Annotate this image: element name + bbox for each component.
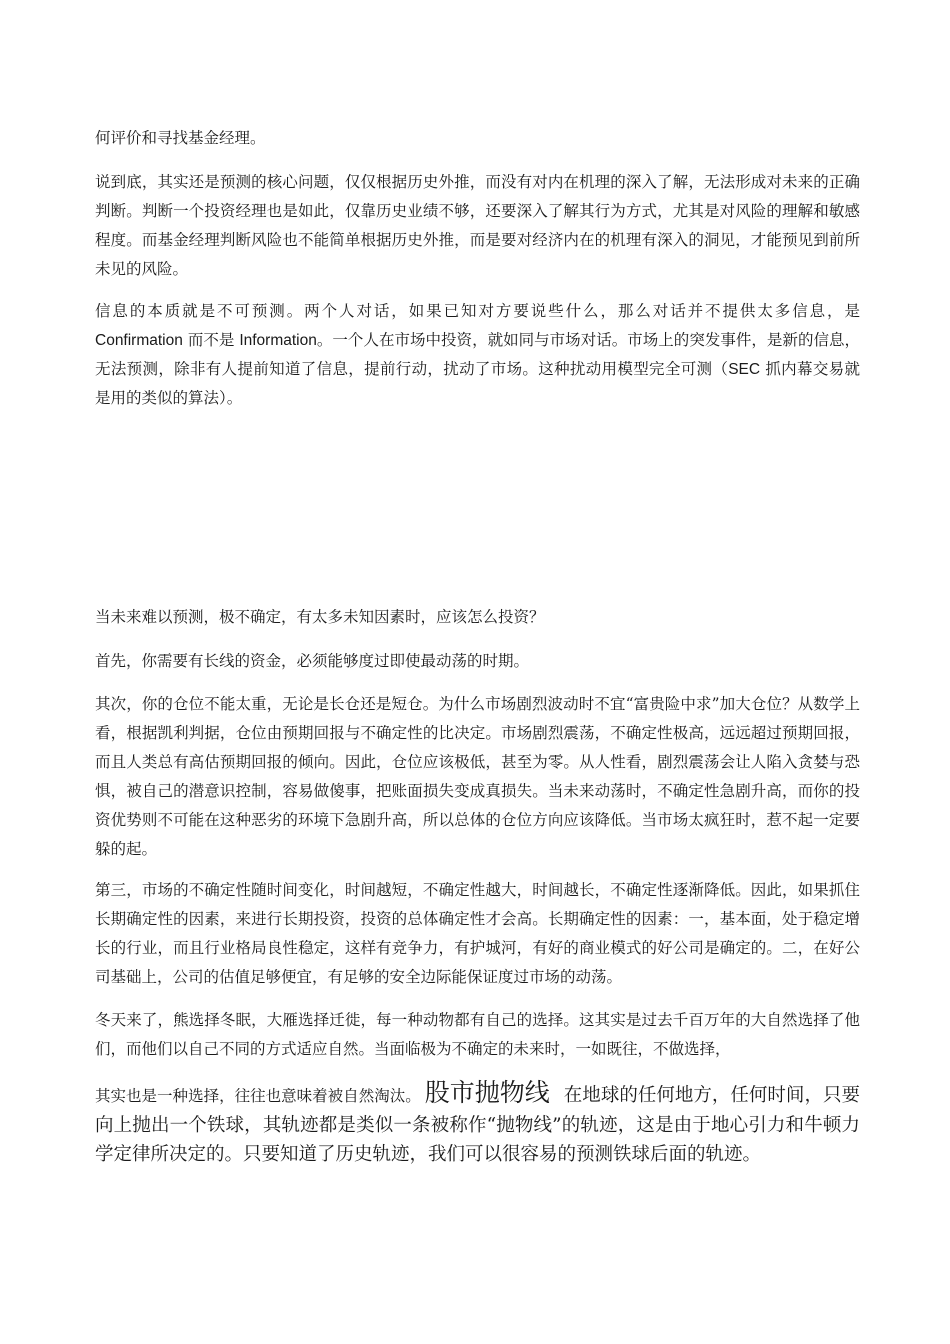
paragraph-third-long-term-certainty: 第三，市场的不确定性随时间变化，时间越短，不确定性越大，时间越长，不确定性逐渐降低。因此，如果抓住长期确定性的因素，来进行长期投资，投资的总体确定性才会高。长期确定性的因素：一，基本面，处于稳定增长的行业，而且行业格局良性稳定，这样有竞争力，有护城河，有好的商业模式的好公司是确定的。二，在好公司基础上，公司的估值足够便宜，有足够的安全边际能保证度过市场的动荡。 bbox=[95, 881, 860, 986]
paragraph-information-unpredictable bbox=[95, 297, 860, 413]
paragraph-stock-parabola bbox=[95, 1078, 860, 1169]
text-segment: 而不是 bbox=[182, 331, 240, 349]
term-confirmation: Confirmation bbox=[95, 332, 183, 349]
paragraph-second-position-size: 其次，你的仓位不能太重，无论是长仓还是短仓。为什么市场剧烈波动时不宜“富贵险中求”加大仓位？从数学上看，根据凯利判据，仓位由预期回报与不确定性的比决定。市场剧烈震荡，不确定性极高，远远超过预期回报，而且人类总有高估预期回报的倾向。因此，仓位应该极低，甚至为零。从人性看，剧烈震荡会让人陷入贪婪与恐惧，被自己的潜意识控制，容易做傻事，把账面损失变成真损失。当未来动荡时，不确定性急剧升高，而你的投资优势则不可能在这种恶劣的环境下急剧升高，所以总体的仓位方向应该降低。当市场太疯狂时，惹不起一定要躲的起。 bbox=[95, 695, 860, 858]
term-sec: SEC bbox=[728, 361, 761, 378]
paragraph-winter-choices: 冬天来了，熊选择冬眠，大雁选择迁徙，每一种动物都有自己的选择。这其实是过去千百万年的大自然选择了他们，而他们以自己不同的方式适应自然。当面临极为不确定的未来时，一如既往，不做选择， bbox=[95, 1011, 860, 1058]
term-information: Information bbox=[239, 332, 317, 349]
text-segment: 在地球的任何地方，任何时间，只要向上抛出一个铁球，其轨迹都是类似一条被称作“抛物线”的轨迹，这是由于地心引力和牛顿力学定律所决定的。只要知道了历史轨迹，我们可以很容易的预测铁球后面的轨迹。 bbox=[95, 1085, 860, 1165]
paragraph-first-long-term-capital: 首先，你需要有长线的资金，必须能够度过即使最动荡的时期。 bbox=[95, 652, 530, 670]
paragraph-how-to-invest-question: 当未来难以预测，极不确定，有太多未知因素时，应该怎么投资？ bbox=[95, 608, 545, 626]
text-segment: 抓内幕交易就是用的类似的算法）。 bbox=[95, 360, 860, 407]
paragraph-prediction-core-problem: 说到底，其实还是预测的核心问题，仅仅根据历史外推，而没有对内在机理的深入了解，无法形成对未来的正确判断。判断一个投资经理也是如此，仅靠历史业绩不够，还要深入了解其行为方式，尤其是对风险的理解和敏感程度。而基金经理判断风险也不能简单根据历史外推，而是要对经济内在的机理有深入的洞见，才能预见到前所未见的风险。 bbox=[95, 173, 860, 278]
section-heading-stock-parabola: 股市抛物线 bbox=[424, 1078, 550, 1107]
text-segment: 。一个人在市场中投资，就如同与市场对话。市场上的突发事件，是新的信息，无法预测，除非有人提前知道了信息，提前行动，扰动了市场。这种扰动用模型完全可测（ bbox=[95, 331, 860, 378]
paragraph-fund-manager-evaluation: 何评价和寻找基金经理。 bbox=[95, 129, 266, 147]
text-segment: 其实也是一种选择，往往也意味着被自然淘汰。 bbox=[95, 1087, 421, 1105]
text-segment: 信息的本质就是不可预测。两个人对话，如果已知对方要说些什么，那么对话并不提供太多信息，是 bbox=[95, 302, 860, 320]
